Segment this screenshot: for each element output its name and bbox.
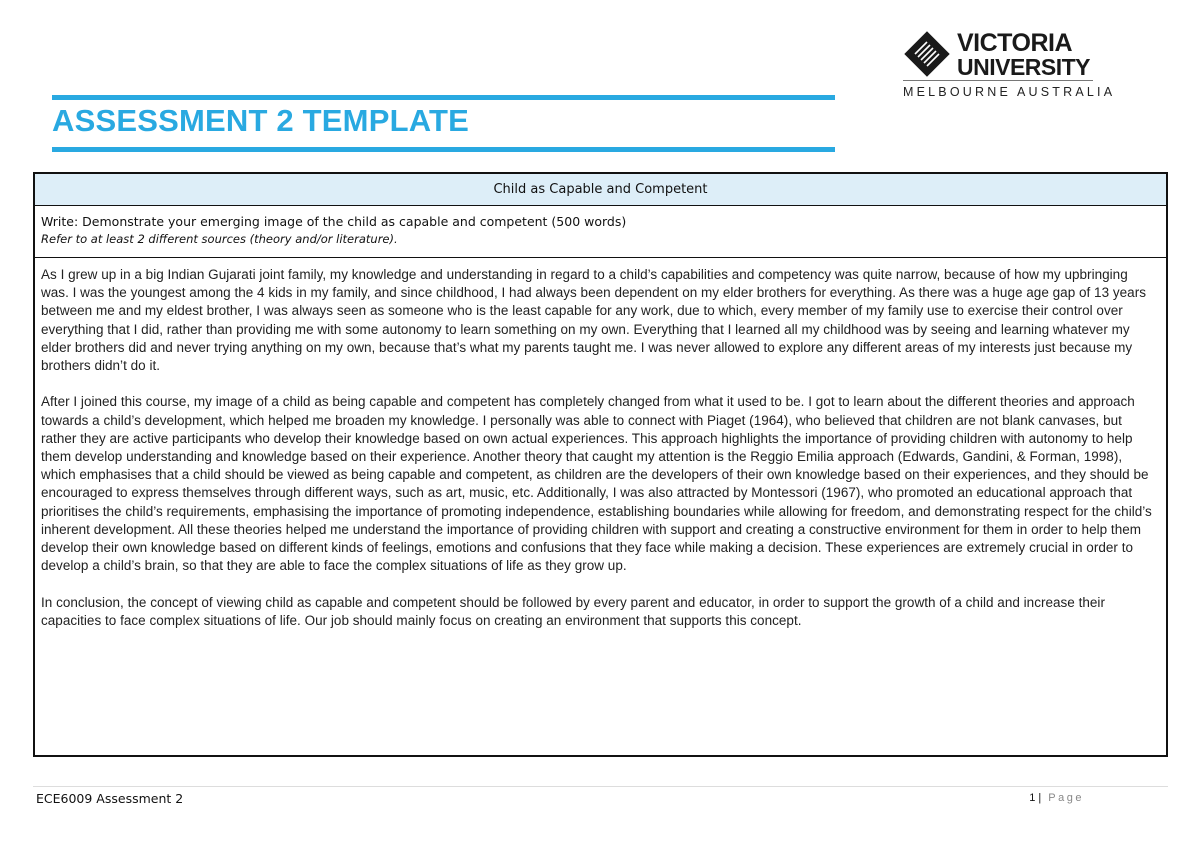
- footer-page-indicator: [1029, 792, 1084, 804]
- prompt-note: Refer to at least 2 different sources (theory and/or literature).: [41, 232, 398, 246]
- table-prompt-row: [35, 206, 1166, 258]
- logo-wordmark-line2: UNIVERSITY: [957, 54, 1091, 80]
- page-separator: |: [1038, 792, 1042, 804]
- footer-course-label: ECE6009 Assessment 2: [36, 791, 184, 806]
- response-paragraph-2: After I joined this course, my image of a child as being capable and competent has completely changed from what it used to be. I got to learn about the different theories and approach towards a child’s development, which helped me broaden my knowledge. I personally was able to connect with Piaget (1964), who believed that children are not blank canvases, but rather they are active participants who develop their knowledge based on own actual experiences. This approach highlights the importance of providing children with autonomy to help them develop understanding and knowledge based on their experience. Another theory that caught my attention is the Reggio Emilia approach (Edwards, Gandini, & Forman, 1998), which emphasises that a child should be viewed as being capable and competent, as children are the developers of their own knowledge based on their experiences, and they should be encouraged to express themselves through different ways, such as art, music, etc. Additionally, I was also attracted by Montessori (1967), who promoted an educational approach that prioritises the child’s requirements, emphasising the importance of promoting independence, establishing boundaries while allowing for freedom, and demonstrating respect for the child’s inherent development. All these theories helped me understand the importance of providing children with support and creating a constructive environment for them in order to help them develop their own knowledge based on different kinds of feelings, emotions and confusions that they face while making a decision. These experiences are extremely crucial in order to develop a child’s brain, so that they are able to face the complex situations of life as they grow up.: [41, 394, 1152, 574]
- title-top-rule: [52, 95, 835, 100]
- assessment-table: [33, 172, 1168, 757]
- diamond-logo-icon: [903, 30, 951, 78]
- page-title: ASSESSMENT 2 TEMPLATE: [52, 103, 470, 138]
- response-body: [35, 258, 1166, 755]
- page-number: 1: [1029, 792, 1036, 804]
- logo-subtitle: MELBOURNE AUSTRALIA: [903, 85, 1116, 99]
- response-paragraph-1: As I grew up in a big Indian Gujarati joint family, my knowledge and understanding in regard to a child’s capabilities and competency was quite narrow, because of how my upbringing was. I was the youngest among the 4 kids in my family, and since childhood, I had always been dependent on my elder brothers for everything. As there was a huge age gap of 13 years between me and my eldest brother, I was always seen as someone who is the least capable for any work, due to which, every member of my family use to exercise their control over everything that I did, rather than providing me with some autonomy to learn something on my own. Everything that I learned all my childhood was by seeing and learning whatever my elder brothers did and never trying anything on my own, because that’s what my parents taught me. I was never allowed to explore any different areas of my interests just because my brothers didn’t do it.: [41, 267, 1146, 374]
- prompt-instruction: Write: Demonstrate your emerging image of the child as capable and competent (500 words): [41, 214, 627, 229]
- logo-divider: [903, 80, 1093, 81]
- table-heading-text: Child as Capable and Competent: [493, 182, 708, 197]
- footer-divider: [33, 786, 1168, 787]
- table-heading: [35, 174, 1166, 206]
- title-bottom-rule: [52, 147, 835, 152]
- page-word: Page: [1048, 792, 1084, 804]
- response-paragraph-3: In conclusion, the concept of viewing child as capable and competent should be followed by every parent and educator, in order to support the growth of a child and increase their capacities to face complex situations of life. Our job should mainly focus on creating an environment that supports this concept.: [41, 594, 1105, 628]
- logo-wordmark-line1: VICTORIA: [957, 29, 1072, 57]
- victoria-university-logo: [903, 29, 1116, 102]
